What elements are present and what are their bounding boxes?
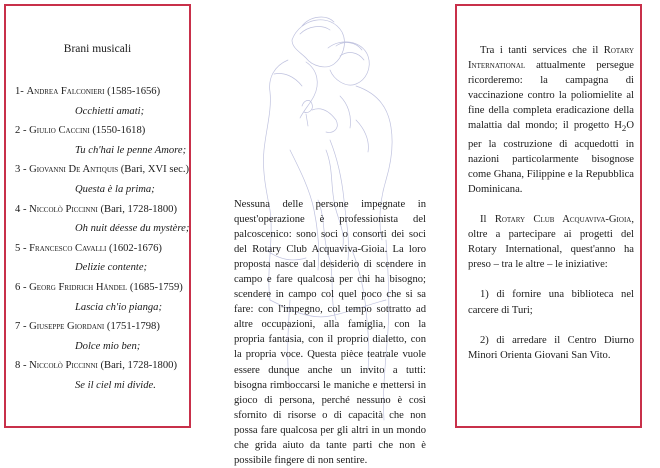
track-piece: Delizie contente; [75, 262, 148, 274]
description-text: Nessuna delle persone impegnate in quest'operazione è professionista del palcoscenico: sono soci o consorti dei soci del Rotary Club Acquaviva-Gioia. La loro proposta nasce dal desiderio di scendere in campo e fare qualcosa per chi ha bisogno; scendere in campo col quel poco che si sa fare: con l'impegno, col tempo sottratto ad altre occupazioni, alla famiglia, con la propria fantasia, con il proprio dialetto, con la propria voce. Questa pièce teatrale vuole essere dunque anche un invito a tutti: bisogna rimboccarsi le maniche e mettersi in gioco di persona, perché nessuno è così sfornito di risorse o di capacità che non possa fare qualcosa per gli altri in un mondo che grida aiuto da tante parti che non è possibile fingere di non sentire. [234, 199, 426, 466]
track-piece: Dolce mio ben; [75, 340, 141, 352]
track-piece: Lascia ch'io pianga; [75, 301, 163, 313]
track-piece: Se il ciel mi divide. [75, 379, 156, 391]
initiative-2: 2) di arredare il Centro Diurno Minori Orienta Giovani San Vito. [468, 334, 634, 361]
track-list [15, 82, 190, 396]
track-piece: Oh nuit déesse du mystère; [75, 223, 190, 235]
rotary-info-panel [455, 4, 642, 428]
track-composer: 7 - Giuseppe Giordani (1751-1798) [15, 321, 160, 333]
paragraph-services: Tra i tanti services che il Rotary International attualmente persegue ricorderemo: la campagna di vaccinazione contro la poliomielite al fine della completa eradicazione della malattia dal mondo; il progetto $H_2O$ per la costruzione di acquedotti in nazioni particolarmente bisognose come Ghana, Filippine e la Repubblica Dominicana. [468, 45, 634, 195]
track-composer: 2 - Giulio Caccini (1550-1618) [15, 125, 146, 137]
track-piece: Occhietti amati; [75, 105, 145, 117]
track-composer: 1- Andrea Falconieri (1585-1656) [15, 86, 161, 97]
panel-title: Brani musicali [63, 43, 132, 55]
track-piece: Questa è la prima; [75, 183, 155, 195]
track-composer: 5 - Francesco Cavalli (1602-1676) [15, 242, 162, 254]
track-composer: 8 - Niccolò Piccinni (Bari, 1728-1800) [15, 360, 177, 372]
track-composer: 4 - Niccolò Piccinni (Bari, 1728-1800) [15, 203, 177, 215]
description-panel [230, 0, 430, 466]
rotary-info-text [468, 43, 634, 378]
paragraph-club-initiatives: Il Rotary Club Acquaviva-Gioia, oltre a partecipare ai progetti del Rotary International, quest'anno ha preso – tra le altre – le iniziative: [468, 214, 634, 271]
track-composer: 3 - Giovanni De Antiquis (Bari, XVI sec.) [15, 164, 190, 176]
initiative-1: 1) di fornire una biblioteca nel carcere di Turi; [468, 289, 634, 316]
track-composer: 6 - Georg Fridrich Händel (1685-1759) [15, 281, 183, 293]
music-program-panel [4, 4, 191, 428]
track-piece: Tu ch'hai le penne Amore; [75, 144, 187, 156]
